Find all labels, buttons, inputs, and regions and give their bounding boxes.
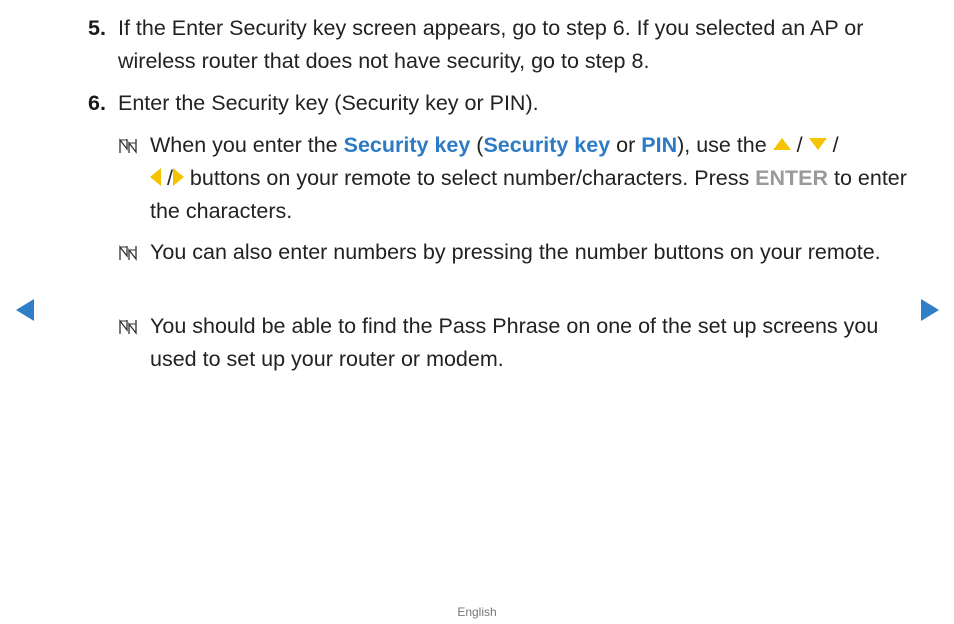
step-text: Enter the Security key (Security key or PIN).	[118, 91, 539, 115]
triangle-down-icon	[809, 138, 827, 150]
note-text-part: buttons on your remote to select number/characters. Press	[183, 166, 756, 190]
step-6	[88, 87, 908, 120]
step-5	[88, 12, 908, 78]
triangle-left-icon	[150, 168, 161, 186]
note-text-part: (	[470, 133, 484, 157]
previous-page-arrow[interactable]	[16, 299, 34, 321]
note-security-key	[118, 129, 908, 228]
note-text-part: When you enter the	[150, 133, 344, 157]
footer-language: English	[457, 605, 497, 619]
note-text-part: or	[610, 133, 642, 157]
note-text: You can also enter numbers by pressing the number buttons on your remote.	[150, 240, 881, 264]
step-number: 5.	[88, 16, 106, 40]
separator: /	[790, 133, 809, 157]
keyword-pin: PIN	[641, 133, 678, 157]
note-text	[150, 129, 908, 228]
note-icon	[118, 137, 138, 155]
note-number-buttons	[118, 236, 908, 269]
note-pass-phrase	[118, 310, 908, 376]
separator: /	[161, 166, 173, 190]
note-text-part: ), use the	[677, 133, 773, 157]
note-text-part: to enter the characters.	[150, 166, 907, 223]
keyword-security-key: Security key	[483, 133, 611, 157]
keyword-enter: ENTER	[755, 166, 829, 190]
step-number: 6.	[88, 91, 106, 115]
note-text: You should be able to find the Pass Phrase on one of the set up screens you used to set up your router or modem.	[150, 314, 879, 371]
note-icon	[118, 318, 138, 336]
note-icon	[118, 244, 138, 262]
next-page-arrow[interactable]	[921, 299, 939, 321]
triangle-right-icon	[173, 168, 184, 186]
triangle-up-icon	[773, 138, 791, 150]
separator: /	[826, 133, 839, 157]
keyword-security-key: Security key	[343, 133, 471, 157]
step-text: If the Enter Security key screen appears, go to step 6. If you selected an AP or wireless router that does not have security, go to step 8.	[118, 16, 864, 73]
